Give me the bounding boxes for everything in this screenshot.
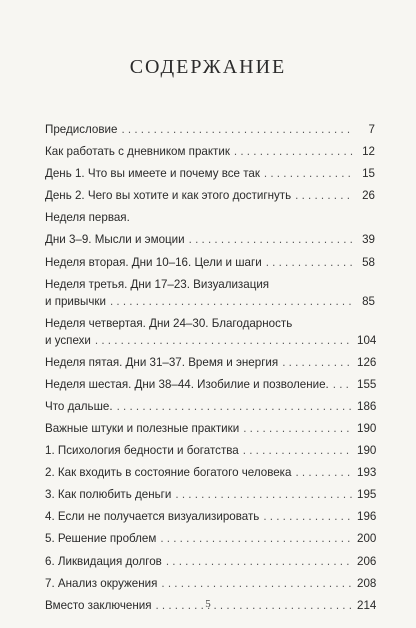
toc-entry-title: Что дальше.	[45, 399, 113, 413]
dot-leader	[117, 398, 353, 415]
toc-page-number: 200	[357, 532, 377, 546]
toc-page-number: 206	[357, 554, 377, 568]
toc-page-number: 15	[362, 167, 375, 181]
dot-leader	[234, 143, 353, 160]
toc-entry-line	[45, 398, 375, 415]
toc-page-number: 26	[362, 189, 375, 203]
toc-entry	[45, 553, 375, 575]
toc-page-number: 196	[357, 510, 377, 524]
toc-entry-title: Неделя четвертая. Дни 24–30. Благодарность	[45, 316, 293, 330]
page-title: СОДЕРЖАНИЕ	[129, 56, 287, 78]
toc-entry-title: Дни 3–9. Мысли и эмоции	[45, 233, 185, 247]
toc-page-number: 7	[368, 123, 375, 136]
toc-entry	[45, 376, 375, 398]
toc-entry	[45, 276, 375, 310]
toc-entry	[45, 354, 375, 376]
toc-entry-line	[45, 464, 375, 481]
dot-leader	[264, 165, 353, 182]
dot-leader	[160, 530, 353, 547]
toc-entry-line	[45, 143, 375, 160]
toc-entry	[45, 121, 375, 143]
toc-entry	[45, 442, 375, 464]
toc-entry	[45, 530, 375, 552]
toc-entry-line	[45, 376, 375, 393]
toc-entry-line	[45, 420, 375, 437]
dot-leader	[282, 354, 353, 371]
toc-entry-line	[45, 332, 375, 349]
toc-page-number: 104	[357, 333, 377, 347]
toc-page-number: 195	[357, 488, 377, 502]
dot-leader	[295, 187, 353, 204]
dot-leader	[266, 254, 353, 271]
toc-entry-line	[45, 165, 375, 182]
toc-entry	[45, 486, 375, 508]
toc-entry	[45, 165, 375, 187]
toc-entry-title: Как работать с дневником практик	[45, 145, 230, 159]
dot-leader	[243, 420, 353, 437]
dot-leader	[166, 553, 353, 570]
toc-page-number: 126	[357, 355, 377, 369]
dot-leader	[121, 121, 353, 138]
dot-leader	[110, 293, 353, 310]
toc-entry-title: 4. Если не получается визуализировать	[45, 510, 260, 524]
dot-leader	[243, 442, 353, 459]
toc-entry-title: День 2. Чего вы хотите и как этого достигнуть	[45, 189, 292, 203]
page-number: 5	[205, 598, 211, 610]
toc-entry-title: Неделя первая.	[45, 211, 130, 225]
toc-page-number: 190	[357, 444, 377, 458]
toc-entry-title: 7. Анализ окружения	[45, 576, 158, 590]
toc-entry-line	[45, 231, 375, 248]
toc-entry	[45, 398, 375, 420]
toc-entry-title: Важные штуки и полезные практики	[45, 421, 240, 435]
toc-entry-title: Неделя пятая. Дни 31–37. Время и энергия	[45, 355, 279, 369]
toc-page-number: 186	[357, 399, 377, 413]
toc-entry-line	[45, 442, 375, 459]
toc-entry-title: 2. Как входить в состояние богатого человека	[45, 466, 292, 480]
table-of-contents	[45, 121, 375, 619]
toc-entry	[45, 187, 375, 209]
toc-page-number: 12	[362, 145, 375, 159]
dot-leader	[175, 486, 353, 503]
toc-entry-title: 3. Как полюбить деньги	[45, 488, 172, 502]
dot-leader	[95, 332, 353, 349]
toc-entry-line	[45, 254, 375, 271]
dot-leader	[263, 508, 353, 525]
toc-entry-line	[45, 553, 375, 570]
toc-entry-title: 6. Ликвидация долгов	[45, 554, 162, 568]
toc-page-number: 208	[357, 576, 377, 590]
toc-entry-title: и успехи	[45, 333, 91, 347]
toc-entry-title: Неделя шестая. Дни 38–44. Изобилие и позволение.	[45, 377, 329, 391]
toc-entry-line	[45, 530, 375, 547]
toc-entry-title: и привычки	[45, 294, 106, 308]
toc-entry-title: Неделя третья. Дни 17–23. Визуализация	[45, 277, 270, 291]
dot-leader	[161, 575, 353, 592]
toc-entry	[45, 508, 375, 530]
toc-page-number: 190	[357, 421, 377, 435]
toc-page-number: 214	[357, 598, 377, 612]
dot-leader	[295, 464, 353, 481]
toc-entry-line	[45, 508, 375, 525]
toc-page-number: 58	[362, 255, 375, 269]
toc-entry-title: День 1. Что вы имеете и почему все так	[45, 167, 260, 181]
toc-entry-line	[45, 121, 375, 138]
toc-entry	[45, 420, 375, 442]
toc-entry	[45, 231, 375, 253]
toc-entry-line	[45, 354, 375, 371]
dot-leader	[189, 231, 353, 248]
toc-entry-line	[45, 293, 375, 310]
toc-entry-title: 5. Решение проблем	[45, 532, 157, 546]
toc-entry-line	[45, 315, 375, 332]
toc-entry	[45, 209, 375, 231]
toc-entry-title: Предисловие	[45, 123, 118, 136]
dot-leader	[333, 376, 353, 393]
toc-page-number: 193	[357, 466, 377, 480]
toc-entry	[45, 464, 375, 486]
toc-entry-line	[45, 276, 375, 293]
toc-page-number: 39	[362, 233, 375, 247]
toc-entry-line	[45, 187, 375, 204]
toc-entry-title: Вместо заключения	[45, 598, 152, 612]
toc-entry-line	[45, 575, 375, 592]
toc-entry	[45, 254, 375, 276]
toc-entry	[45, 143, 375, 165]
toc-entry	[45, 315, 375, 349]
toc-entry	[45, 575, 375, 597]
toc-page-number: 85	[362, 294, 375, 308]
toc-entry-line	[45, 209, 375, 226]
toc-entry-title: 1. Психология бедности и богатства	[45, 444, 239, 458]
toc-entry-title: Неделя вторая. Дни 10–16. Цели и шаги	[45, 255, 262, 269]
toc-entry-line	[45, 486, 375, 503]
toc-page-number: 155	[357, 377, 377, 391]
